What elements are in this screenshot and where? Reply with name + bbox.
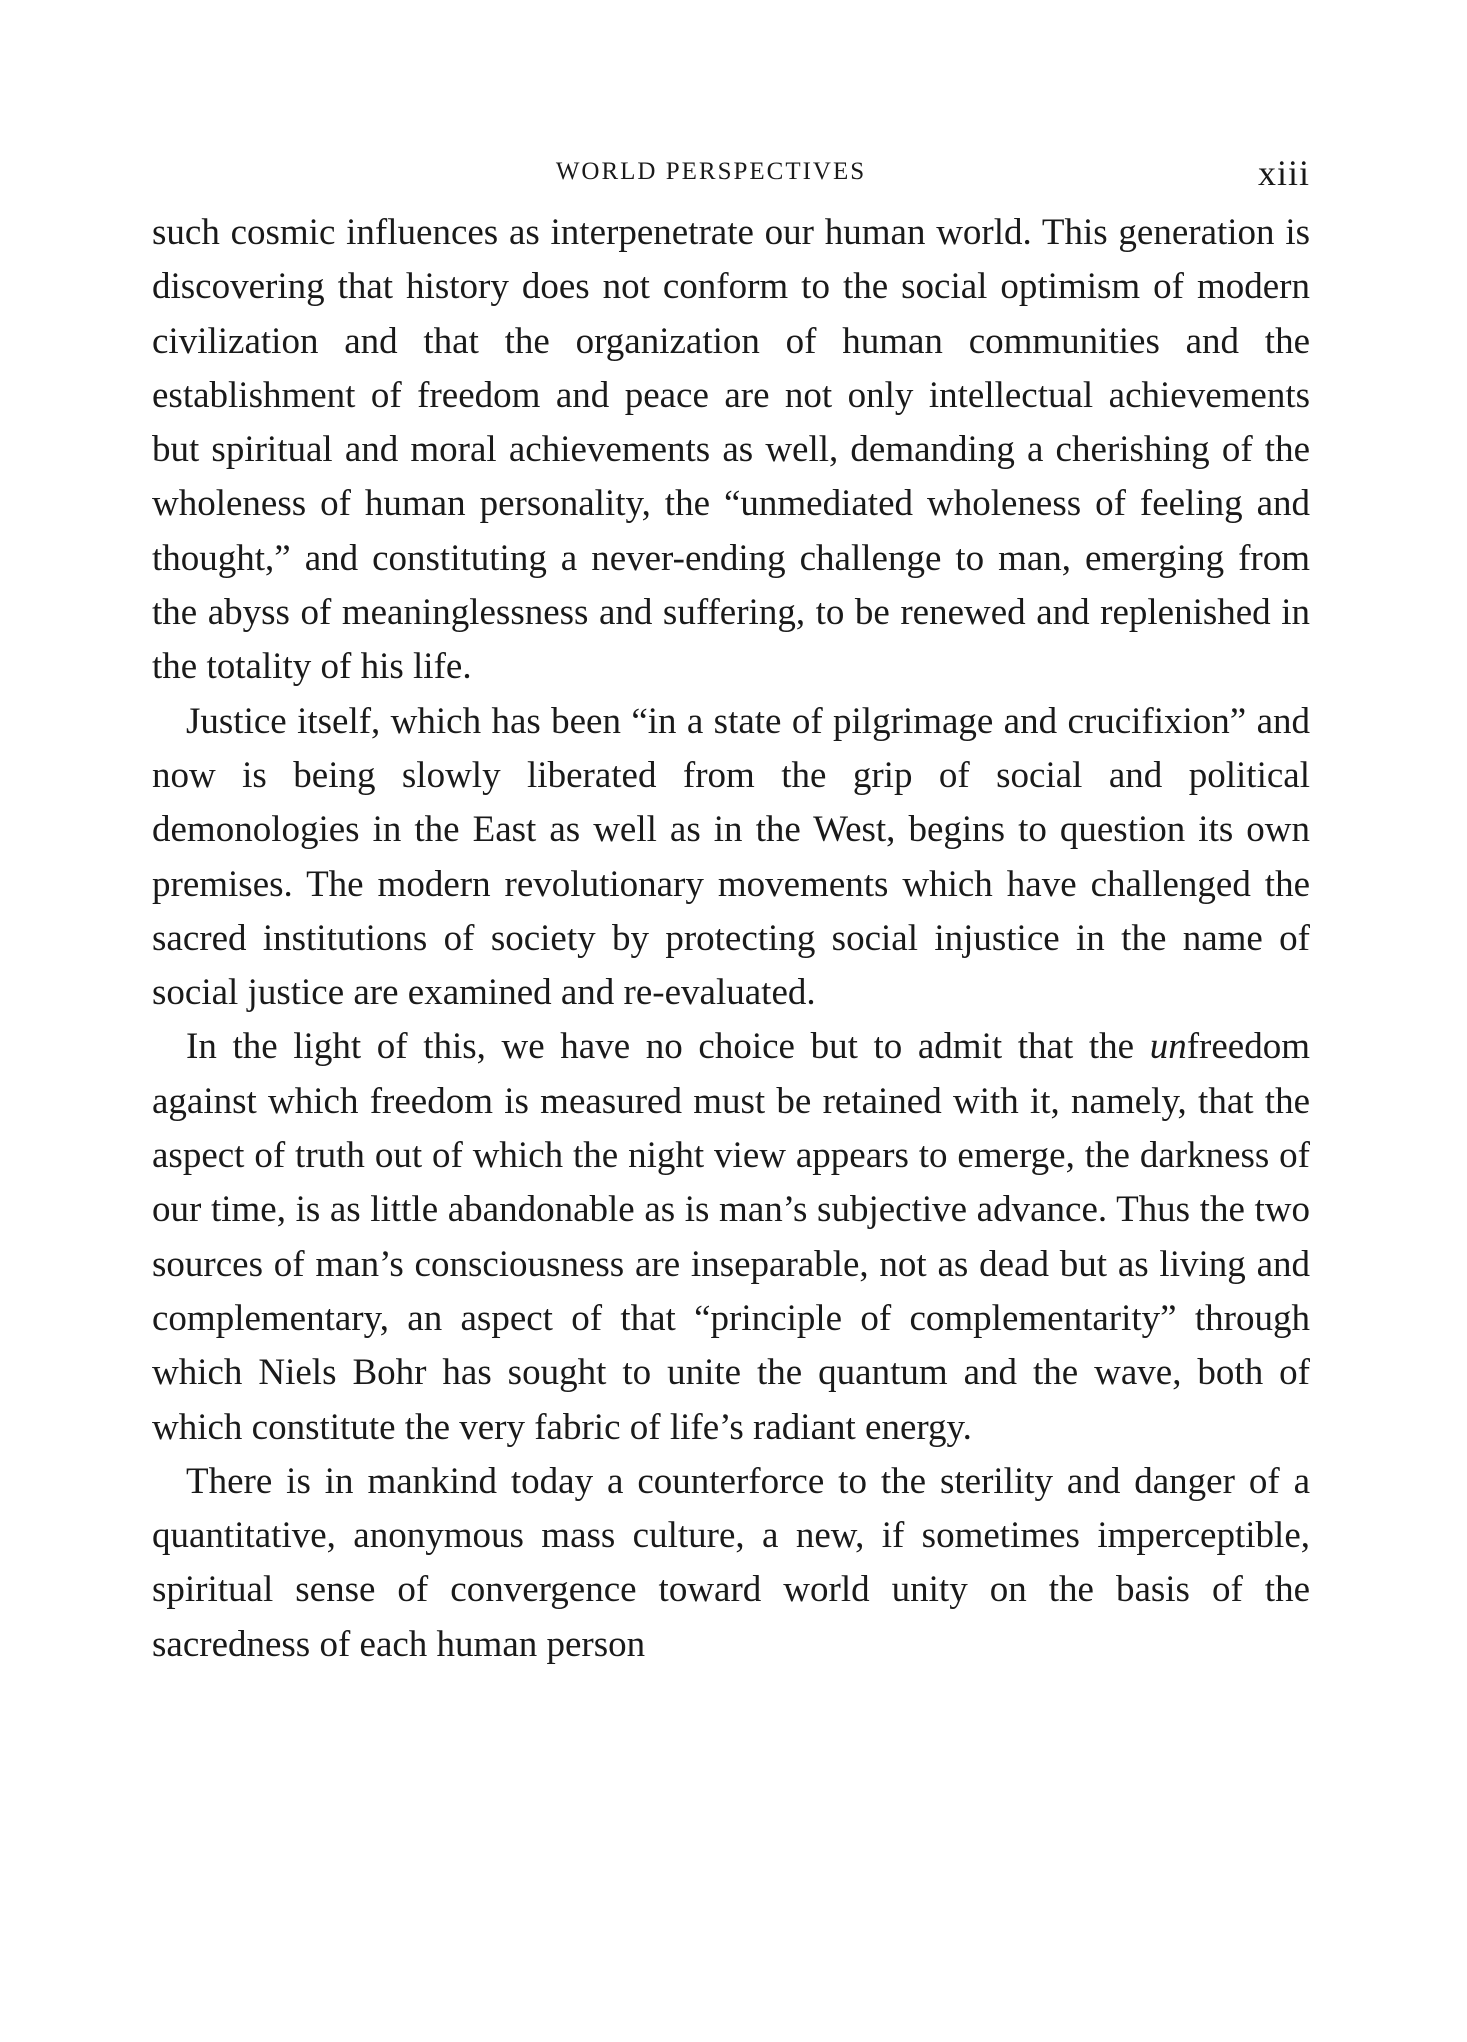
paragraph-1: such cosmic influences as interpenetrate our human world. This generation is discovering that history does not conform to the social optimism of modern civilization and that the organization of human communities and the establishment of freedom and peace are not only intellectual achievements but spiritual and moral achievements as well, demanding a cherishing of the wholeness of human personality, the “unmediated wholeness of feeling and thought,” and constituting a never-ending challenge to man, emerging from the abyss of meaninglessness and suffering, to be renewed and replenished in the totality of his life.	[152, 212, 1310, 688]
paragraph-3-lead: In the light of this, we have no choice but to admit that the	[186, 1026, 1150, 1068]
paragraph-3-rest: freedom against which freedom is measured must be retained with it, namely, that the aspect of truth out of which the night view appears to emerge, the darkness of our time, is as little abandonable as is man’s subjective advance. Thus the two sources of man’s consciousness are inseparable, not as dead but as living and complementary, an aspect of that “principle of complementarity” through which Niels Bohr has sought to unite the quantum and the wave, both of which constitute the very fabric of life’s radiant energy.	[152, 1026, 1310, 1448]
italic-emphasis: un	[1149, 1026, 1187, 1068]
body-text	[152, 206, 1310, 1672]
paragraph-3	[152, 1020, 1310, 1454]
paragraph-4: There is in mankind today a counterforce to the sterility and danger of a quantitative, anonymous mass culture, a new, if sometimes imperceptible, spiritual sense of convergence toward world unity on the basis of the sacredness of each human person	[152, 1460, 1310, 1665]
book-page	[152, 140, 1310, 1672]
running-head	[152, 140, 1310, 200]
page-number: xiii	[1257, 153, 1310, 193]
paragraph-2: Justice itself, which has been “in a state of pilgrimage and crucifixion” and now is being slowly liberated from the grip of social and political demonologies in the East as well as in the West, begins to question its own premises. The modern revolutionary movements which have challenged the sacred institutions of society by protecting social injustice in the name of social justice are examined and re-evaluated.	[152, 700, 1310, 1014]
running-title: WORLD PERSPECTIVES	[555, 158, 867, 185]
